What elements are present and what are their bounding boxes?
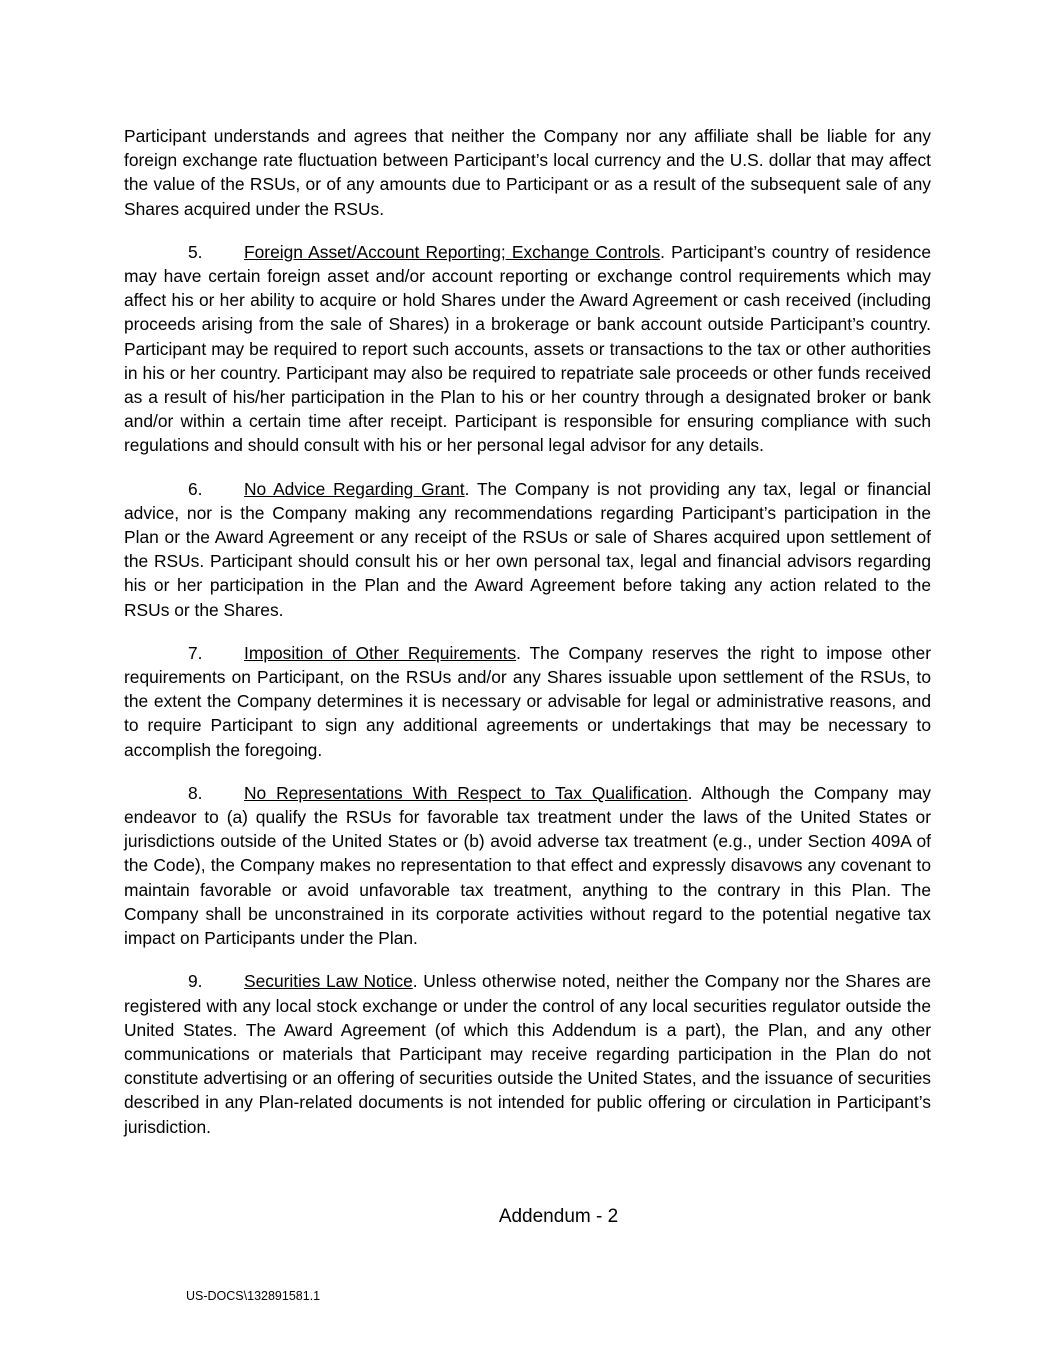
intro-paragraph: Participant understands and agrees that neither the Company nor any affiliate shall be liable for any foreign exchange rate fluctuation between Participant’s local currency and the U.S. dollar that may affect the value of the RSUs, or of any amounts due to Participant or as a result of the subsequent sale of any Shares acquired under the RSUs. (124, 126, 931, 219)
section-number: 9. (188, 971, 203, 992)
section-heading: Foreign Asset/Account Reporting; Exchange Controls (244, 241, 661, 262)
section-5 (124, 240, 931, 458)
section-number: 5. (188, 241, 203, 262)
section-6 (124, 477, 931, 622)
section-heading: No Representations With Respect to Tax Qualification (244, 782, 688, 803)
section-body: . The Company reserves the right to impose other requirements on Participant, on the RSUs and/or any Shares issuable upon settlement of the RSUs, to the extent the Company determines it is necessary or advisable for legal or administrative reasons, and to require Participant to sign any additional agreements or undertakings that may be necessary to accomplish the foregoing. (124, 642, 931, 760)
section-number: 7. (188, 642, 203, 663)
section-heading: Imposition of Other Requirements (244, 642, 517, 663)
section-body: . The Company is not providing any tax, legal or financial advice, nor is the Company making any recommendations regarding Participant’s participation in the Plan or the Award Agreement or any receipt of the RSUs or sale of Shares acquired upon settlement of the RSUs. Participant should consult his or her own personal tax, legal and financial advisors regarding his or her participation in the Plan and the Award Agreement before taking any action related to the RSUs or the Shares. (124, 478, 932, 620)
document-body (124, 124, 931, 1158)
document-id: US-DOCS\132891581.1 (186, 1289, 321, 1303)
section-number: 8. (188, 782, 203, 803)
section-heading: Securities Law Notice (244, 971, 413, 992)
section-9 (124, 969, 931, 1138)
section-8 (124, 781, 931, 950)
section-number: 6. (188, 478, 203, 499)
section-body: . Although the Company may endeavor to (a) qualify the RSUs for favorable tax treatment under the laws of the United States or jurisdictions outside of the United States or (b) avoid adverse tax treatment (e.g., under Section 409A of the Code), the Company makes no representation to that effect and expressly disavows any covenant to maintain favorable or avoid unfavorable tax treatment, anything to the contrary in this Plan. The Company shall be unconstrained in its corporate activities without regard to the potential negative tax impact on Participants under the Plan. (124, 782, 931, 949)
section-body: . Participant’s country of residence may have certain foreign asset and/or account reporting or exchange control requirements which may affect his or her ability to acquire or hold Shares under the Award Agreement or cash received (including proceeds arising from the sale of Shares) in a brokerage or bank account outside Participant’s country. Participant may be required to report such accounts, assets or transactions to the tax or other authorities in his or her country. Participant may also be required to repatriate sale proceeds or other funds received as a result of his/her participation in the Plan to his or her country through a designated broker or bank and/or within a certain time after receipt. Participant is responsible for ensuring compliance with such regulations and should consult with his or her personal legal advisor for any details. (124, 241, 931, 456)
section-body: . Unless otherwise noted, neither the Company nor the Shares are registered with any local stock exchange or under the control of any local securities regulator outside the United States. The Award Agreement (of which this Addendum is a part), the Plan, and any other communications or materials that Participant may receive regarding participation in the Plan do not constitute advertising or an offering of securities outside the United States, and the issuance of securities described in any Plan-related documents is not intended for public offering or circulation in Participant’s jurisdiction. (124, 971, 931, 1137)
section-7 (124, 641, 931, 762)
page-number-label: Addendum - 2 (498, 1206, 619, 1227)
section-heading: No Advice Regarding Grant (244, 478, 465, 499)
